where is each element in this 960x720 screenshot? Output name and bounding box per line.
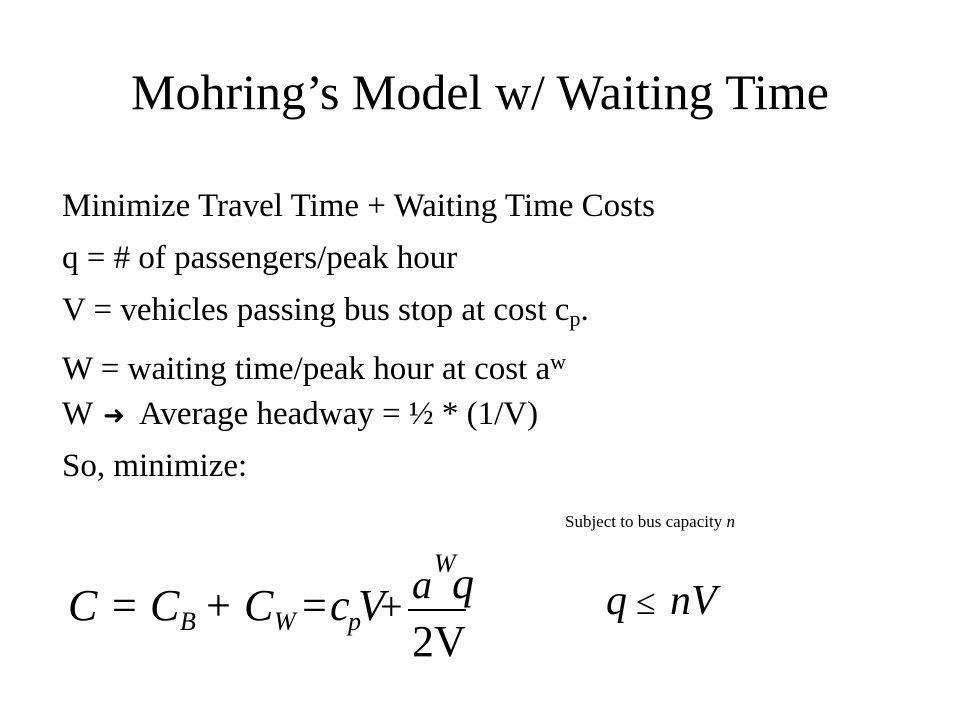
formula-sub-p: p [348,607,361,636]
line-w-definition [62,336,655,388]
formula-CW: C [244,581,274,630]
formula-plus1: + [206,581,231,630]
constraint-le: ≤ [636,582,656,622]
line-minimize [62,180,655,232]
formula-den: 2V [412,617,466,666]
formula-C: C [68,581,98,630]
cost-formula [68,548,474,678]
line-headway-lead: W [62,396,94,432]
capacity-note [565,512,735,532]
cp-subscript: p [569,306,581,331]
line-headway-text: Average headway = ½ * (1/V) [138,396,539,432]
formula-cp: c [330,581,350,630]
formula-eq2: = [302,581,327,630]
line-minimize-text: Minimize Travel Time + Waiting Time Costs [62,188,655,224]
capacity-constraint [606,574,736,634]
slide-title: Mohring’s Model w/ Waiting Time [131,64,829,120]
line-w-text: W = waiting time/peak hour at cost a [62,351,551,387]
line-q-definition [62,232,655,284]
line-v-definition [62,284,655,336]
formula-num-q: q [452,559,474,608]
formula-eq1: = [112,581,137,630]
constraint-q: q [606,578,627,624]
formula-sub-B: B [180,607,196,636]
line-so-minimize-text: So, minimize: [62,448,248,484]
line-v-text: V = vehicles passing bus stop at cost c [62,292,570,328]
line-q-text: q = # of passengers/peak hour [62,240,458,276]
formula-V: V [358,581,385,630]
line-v-period: . [580,292,589,328]
line-so-minimize [62,440,655,492]
line-headway [62,388,655,440]
aw-superscript: w [550,349,567,374]
capacity-note-var: n [726,512,735,531]
capacity-note-text: Subject to bus capacity [565,512,727,531]
formula-plus2: + [380,584,403,629]
constraint-nV: nV [670,578,717,624]
formula-num-a: a [412,562,432,607]
bullet-list [62,180,655,492]
formula-sub-W: W [274,607,296,636]
right-arrow-icon: ➜ [103,401,125,431]
formula-sup-W: W [434,549,456,578]
formula-CB: C [150,581,180,630]
